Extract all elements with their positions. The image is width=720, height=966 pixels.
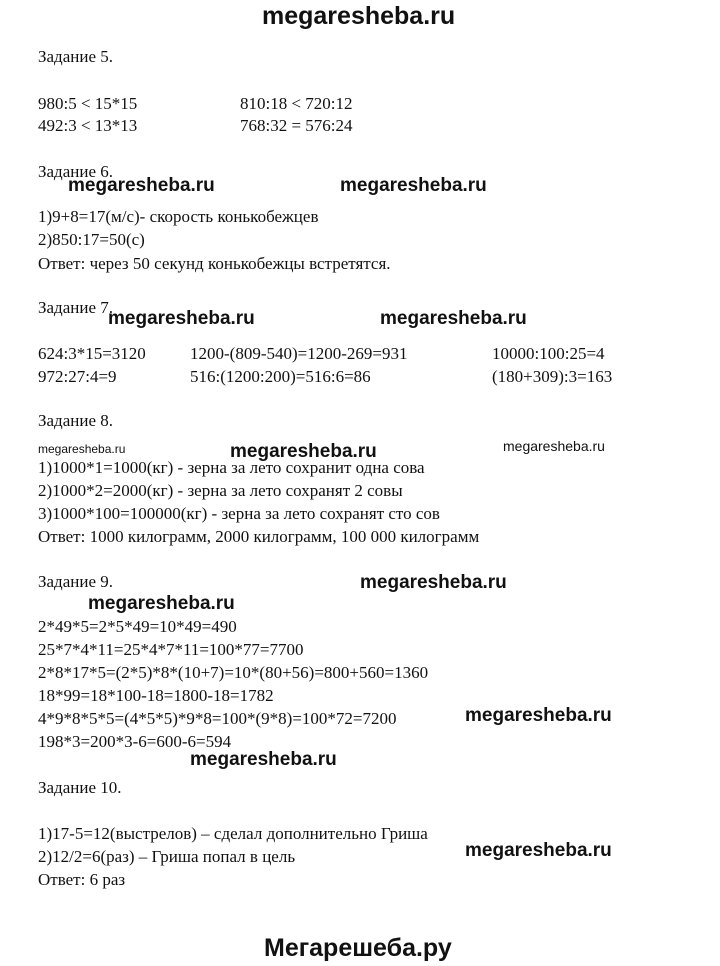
task9-line: 18*99=18*100-18=1800-18=1782	[38, 686, 274, 705]
watermark: megaresheba.ru	[108, 308, 255, 329]
task6-answer: Ответ: через 50 секунд конькобежцы встретятся.	[38, 254, 391, 273]
watermark: megaresheba.ru	[360, 572, 507, 593]
task8-line: 3)1000*100=100000(кг) - зерна за лето сохранят сто сов	[38, 504, 440, 523]
task7-title: Задание 7.	[38, 298, 113, 317]
task5-line: 980:5 < 15*15	[38, 94, 138, 113]
task9-title: Задание 9.	[38, 572, 113, 591]
task8-answer: Ответ: 1000 килограмм, 2000 килограмм, 100 000 килограмм	[38, 527, 480, 546]
task8-line: 1)1000*1=1000(кг) - зерна за лето сохранит одна сова	[38, 458, 425, 477]
site-footer: Мегарешеба.ру	[264, 934, 452, 962]
watermark: megaresheba.ru	[340, 175, 487, 196]
task7-line: 972:27:4=9	[38, 367, 117, 386]
watermark: megaresheba.ru	[465, 840, 612, 861]
task10-line: 1)17-5=12(выстрелов) – сделал дополнительно Гриша	[38, 824, 428, 843]
watermark: megaresheba.ru	[380, 308, 527, 329]
task7-line: 1200-(809-540)=1200-269=931	[190, 344, 408, 363]
task9-line: 4*9*8*5*5=(4*5*5)*9*8=100*(9*8)=100*72=7200	[38, 709, 397, 728]
task9-line: 2*49*5=2*5*49=10*49=490	[38, 617, 237, 636]
watermark: megaresheba.ru	[465, 705, 612, 726]
task6-title: Задание 6.	[38, 162, 113, 181]
task10-line: 2)12/2=6(раз) – Гриша попал в цель	[38, 847, 296, 866]
task5-line: 768:32 = 576:24	[240, 116, 353, 135]
task5-line: 810:18 < 720:12	[240, 94, 353, 113]
site-header: megaresheba.ru	[262, 2, 456, 30]
task9-line: 2*8*17*5=(2*5)*8*(10+7)=10*(80+56)=800+560=1360	[38, 663, 429, 682]
task6-line: 1)9+8=17(м/с)- скорость конькобежцев	[38, 207, 319, 226]
task7-line: 516:(1200:200)=516:6=86	[190, 367, 371, 386]
watermark: megaresheba.ru	[88, 593, 235, 614]
task7-line: (180+309):3=163	[492, 367, 613, 386]
task8-title: Задание 8.	[38, 411, 113, 430]
task5-title: Задание 5.	[38, 47, 113, 66]
watermark: megaresheba.ru	[38, 442, 126, 456]
task7-line: 10000:100:25=4	[492, 344, 605, 363]
task9-line: 25*7*4*11=25*4*7*11=100*77=7700	[38, 640, 304, 659]
task9-line: 198*3=200*3-6=600-6=594	[38, 732, 232, 751]
task7-line: 624:3*15=3120	[38, 344, 146, 363]
watermark: megaresheba.ru	[190, 749, 337, 770]
task5-line: 492:3 < 13*13	[38, 116, 138, 135]
task6-line: 2)850:17=50(с)	[38, 230, 145, 249]
task8-line: 2)1000*2=2000(кг) - зерна за лето сохранят 2 совы	[38, 481, 403, 500]
task10-answer: Ответ: 6 раз	[38, 870, 126, 889]
watermark: megaresheba.ru	[68, 175, 215, 196]
watermark: megaresheba.ru	[503, 438, 605, 454]
task10-title: Задание 10.	[38, 778, 122, 797]
watermark: megaresheba.ru	[230, 441, 377, 462]
